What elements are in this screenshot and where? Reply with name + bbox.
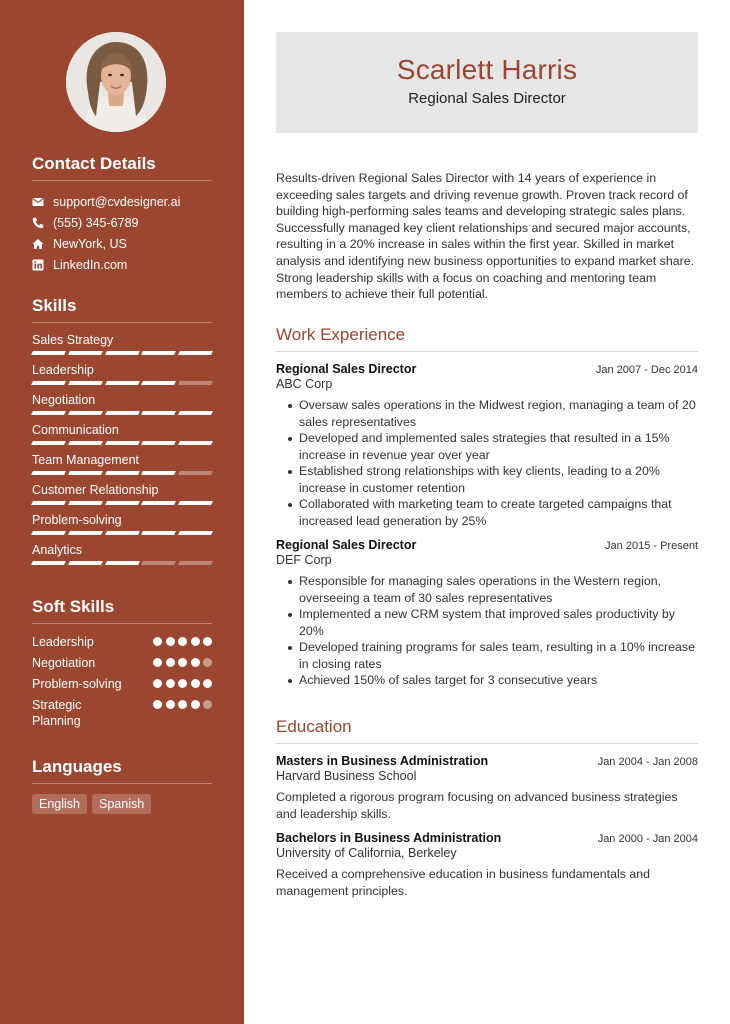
skill-level-segment xyxy=(31,561,66,565)
experience-entry-header xyxy=(276,538,698,552)
skill-level-segment xyxy=(68,501,103,505)
skill-level-segment xyxy=(68,411,103,415)
company-name: DEF Corp xyxy=(276,553,332,567)
skills-list xyxy=(32,333,212,573)
skill-name: Communication xyxy=(32,423,119,437)
skill-level-segment xyxy=(31,351,66,355)
contact-location-text: NewYork, US xyxy=(53,236,127,251)
skill-level-segment xyxy=(68,441,103,445)
job-bullet: Implemented a new CRM system that improved sales productivity by 20% xyxy=(286,606,698,639)
skill-item xyxy=(32,483,212,513)
soft-skill-rating xyxy=(150,634,213,646)
skill-name: Sales Strategy xyxy=(32,333,114,347)
skill-item xyxy=(32,333,212,363)
skill-level-segment xyxy=(105,351,140,355)
skill-level-segment xyxy=(141,501,176,505)
skill-level-segment xyxy=(105,381,140,385)
skill-level-segment xyxy=(31,381,66,385)
candidate-title: Regional Sales Director xyxy=(408,90,566,107)
skill-level-bar xyxy=(32,411,212,415)
skill-level-segment xyxy=(31,411,66,415)
education-entry-header xyxy=(276,754,698,768)
contact-phone[interactable] xyxy=(32,212,212,233)
skill-level-segment xyxy=(141,561,176,565)
skill-level-segment xyxy=(178,531,213,535)
experience-entry-header xyxy=(276,362,698,376)
language-badge: English xyxy=(32,794,87,814)
job-bullet: Developed and implemented sales strategies that resulted in a 15% increase in revenue year over year xyxy=(286,430,698,463)
job-bullet: Established strong relationships with key clients, leading to a 20% increase in customer retention xyxy=(286,463,698,496)
skill-name: Team Management xyxy=(32,453,140,467)
contact-phone-text: (555) 345-6789 xyxy=(53,215,139,230)
home-icon xyxy=(32,238,44,250)
skill-level-segment xyxy=(178,471,213,475)
job-bullet: Collaborated with marketing team to create targeted campaigns that increased lead generation by 25% xyxy=(286,496,698,529)
soft-skill-name: Leadership xyxy=(32,635,94,649)
contact-section xyxy=(32,154,212,275)
soft-skill-item xyxy=(32,676,212,692)
soft-skills-section xyxy=(32,597,212,734)
summary-paragraph: Results-driven Regional Sales Director with 14 years of experience in exceeding sales targets and driving revenue growth. Proven track record of building high-performing sales teams and developing strategic sales plans. Successfully managed key client relationships and secured major accounts, resulting in a 20% increase in sales within the first year. Skilled in market analysis and identifying new business opportunities to expand market share. Strong leadership skills with a focus on coaching and mentoring team members to achieve their full potential. xyxy=(276,171,695,302)
job-dates: Jan 2007 - Dec 2014 xyxy=(595,364,698,376)
soft-skills-list xyxy=(32,634,212,729)
rating-dot xyxy=(178,658,187,667)
rating-dot xyxy=(153,637,162,646)
rating-dot xyxy=(178,637,187,646)
skill-level-segment xyxy=(68,561,103,565)
soft-skill-rating xyxy=(150,697,213,709)
skill-name: Leadership xyxy=(32,363,94,377)
skill-level-bar xyxy=(32,441,212,445)
skill-level-segment xyxy=(178,351,213,355)
job-bullets xyxy=(276,573,698,689)
sidebar xyxy=(0,0,244,1024)
skill-level-segment xyxy=(178,381,213,385)
skill-name: Negotiation xyxy=(32,393,96,407)
language-badge: Spanish xyxy=(92,794,151,814)
degree-title: Bachelors in Business Administration xyxy=(276,831,502,845)
education-section xyxy=(276,717,698,908)
skill-level-segment xyxy=(31,471,66,475)
skill-item xyxy=(32,513,212,543)
rating-dot xyxy=(191,658,200,667)
skill-item xyxy=(32,393,212,423)
education-dates: Jan 2004 - Jan 2008 xyxy=(597,756,698,768)
skill-level-segment xyxy=(141,411,176,415)
skills-heading: Skills xyxy=(32,296,212,323)
rating-dot xyxy=(191,679,200,688)
contact-heading: Contact Details xyxy=(32,154,212,181)
skill-level-segment xyxy=(105,411,140,415)
work-experience-section xyxy=(276,325,698,698)
skill-level-segment xyxy=(31,501,66,505)
rating-dot xyxy=(153,658,162,667)
languages-section xyxy=(32,757,212,814)
work-experience-heading: Work Experience xyxy=(276,325,698,352)
job-bullet: Responsible for managing sales operations in the Western region, overseeing a team of 30 sales representatives xyxy=(286,573,698,606)
phone-icon xyxy=(32,217,44,229)
skill-level-bar xyxy=(32,351,212,355)
skill-level-segment xyxy=(68,471,103,475)
skill-level-segment xyxy=(105,471,140,475)
soft-skill-item xyxy=(32,655,212,671)
skill-name: Problem-solving xyxy=(32,513,122,527)
skill-level-bar xyxy=(32,531,212,535)
skill-level-bar xyxy=(32,381,212,385)
school-name: University of California, Berkeley xyxy=(276,846,457,860)
skill-item xyxy=(32,453,212,483)
skill-level-segment xyxy=(31,531,66,535)
education-dates: Jan 2000 - Jan 2004 xyxy=(597,833,698,845)
skill-level-bar xyxy=(32,471,212,475)
job-title: Regional Sales Director xyxy=(276,362,417,376)
skill-level-segment xyxy=(178,441,213,445)
rating-dot xyxy=(166,679,175,688)
skill-level-bar xyxy=(32,561,212,565)
job-dates: Jan 2015 - Present xyxy=(605,540,698,552)
candidate-name: Scarlett Harris xyxy=(396,54,578,85)
skill-level-segment xyxy=(105,531,140,535)
name-header xyxy=(276,32,698,133)
skill-level-segment xyxy=(105,441,140,445)
skill-item xyxy=(32,423,212,453)
soft-skill-name: Negotiation xyxy=(32,656,96,670)
job-bullet: Oversaw sales operations in the Midwest region, managing a team of 20 sales representatives xyxy=(286,397,698,430)
skill-level-segment xyxy=(68,381,103,385)
rating-dot xyxy=(191,700,200,709)
linkedin-icon xyxy=(32,259,44,271)
job-bullets xyxy=(276,397,698,529)
soft-skill-item xyxy=(32,697,212,729)
rating-dot xyxy=(178,679,187,688)
school-name: Harvard Business School xyxy=(276,769,417,783)
rating-dot xyxy=(166,658,175,667)
education-entry xyxy=(276,754,698,822)
avatar xyxy=(66,32,166,132)
job-title: Regional Sales Director xyxy=(276,538,417,552)
rating-dot xyxy=(203,658,212,667)
skill-level-segment xyxy=(178,411,213,415)
languages-list xyxy=(32,794,212,814)
skill-item xyxy=(32,543,212,573)
skill-level-segment xyxy=(141,381,176,385)
rating-dot xyxy=(166,700,175,709)
languages-heading: Languages xyxy=(32,757,212,784)
rating-dot xyxy=(178,700,187,709)
rating-dot xyxy=(153,700,162,709)
skill-level-segment xyxy=(141,531,176,535)
skills-section xyxy=(32,296,212,573)
skill-level-segment xyxy=(141,351,176,355)
skill-name: Analytics xyxy=(32,543,83,557)
profile-photo xyxy=(66,32,166,132)
skill-level-segment xyxy=(68,531,103,535)
degree-title: Masters in Business Administration xyxy=(276,754,489,768)
rating-dot xyxy=(203,637,212,646)
rating-dot xyxy=(166,637,175,646)
skill-level-segment xyxy=(105,561,140,565)
rating-dot xyxy=(203,679,212,688)
job-bullet: Achieved 150% of sales target for 3 consecutive years xyxy=(286,672,698,689)
contact-list xyxy=(32,191,212,275)
skill-level-bar xyxy=(32,501,212,505)
skill-level-segment xyxy=(178,561,213,565)
skill-level-segment xyxy=(105,501,140,505)
soft-skills-heading: Soft Skills xyxy=(32,597,212,624)
contact-location xyxy=(32,233,212,254)
education-heading: Education xyxy=(276,717,698,744)
rating-dot xyxy=(153,679,162,688)
soft-skill-name: Problem-solving xyxy=(32,677,122,691)
company-name: ABC Corp xyxy=(276,377,333,391)
education-entry xyxy=(276,831,698,899)
contact-linkedin-text: LinkedIn.com xyxy=(53,257,128,272)
soft-skill-item xyxy=(32,634,212,650)
job-bullet: Developed training programs for sales team, resulting in a 10% increase in closing rates xyxy=(286,639,698,672)
education-entry-header xyxy=(276,831,698,845)
experience-entry xyxy=(276,362,698,529)
skill-name: Customer Relationship xyxy=(32,483,159,497)
soft-skill-rating xyxy=(150,655,213,667)
soft-skill-rating xyxy=(150,676,213,688)
contact-linkedin[interactable] xyxy=(32,254,212,275)
education-description: Received a comprehensive education in business fundamentals and management principles. xyxy=(276,867,651,898)
contact-email-text: support@cvdesigner.ai xyxy=(53,194,181,209)
envelope-icon xyxy=(32,196,44,208)
soft-skill-name: Strategic Planning xyxy=(32,698,82,728)
skill-level-segment xyxy=(141,471,176,475)
skill-item xyxy=(32,363,212,393)
skill-level-segment xyxy=(68,351,103,355)
skill-level-segment xyxy=(31,441,66,445)
rating-dot xyxy=(203,700,212,709)
education-description: Completed a rigorous program focusing on advanced business strategies and leadership skills. xyxy=(276,790,678,821)
rating-dot xyxy=(191,637,200,646)
skill-level-segment xyxy=(178,501,213,505)
skill-level-segment xyxy=(141,441,176,445)
contact-email[interactable] xyxy=(32,191,212,212)
experience-entry xyxy=(276,538,698,689)
